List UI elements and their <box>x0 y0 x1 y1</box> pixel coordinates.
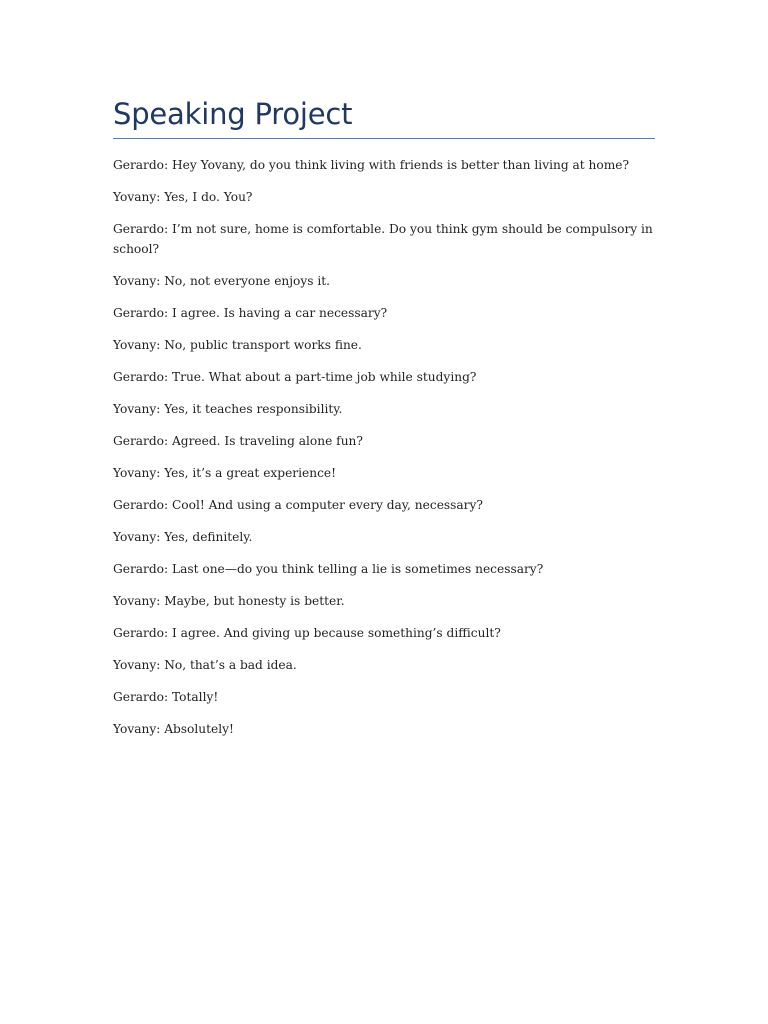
dialogue-line: Gerardo: True. What about a part-time job while studying? <box>113 370 477 384</box>
document-page <box>113 96 655 751</box>
document-title: Speaking Project <box>113 97 353 131</box>
dialogue-line: Yovany: Maybe, but honesty is better. <box>113 594 345 608</box>
dialogue-line: Gerardo: Agreed. Is traveling alone fun? <box>113 434 363 448</box>
dialogue-line: Yovany: Absolutely! <box>113 722 234 736</box>
dialogue-line: Gerardo: I agree. And giving up because something’s difficult? <box>113 626 501 640</box>
dialogue-line: Yovany: No, not everyone enjoys it. <box>113 274 331 288</box>
dialogue-line: Yovany: Yes, definitely. <box>113 530 253 544</box>
dialogue-line: Yovany: No, that’s a bad idea. <box>113 658 297 672</box>
dialogue-line: Gerardo: I’m not sure, home is comfortable. Do you think gym should be compulsory in school? <box>113 222 653 256</box>
dialogue-line: Gerardo: Cool! And using a computer every day, necessary? <box>113 498 483 512</box>
dialogue <box>113 155 655 739</box>
dialogue-line: Yovany: Yes, it’s a great experience! <box>113 466 337 480</box>
dialogue-line: Gerardo: Hey Yovany, do you think living with friends is better than living at home? <box>113 158 630 172</box>
dialogue-line: Yovany: Yes, I do. You? <box>113 190 253 204</box>
dialogue-line: Gerardo: Totally! <box>113 690 219 704</box>
dialogue-line: Yovany: No, public transport works fine. <box>113 338 362 352</box>
dialogue-line: Gerardo: Last one—do you think telling a lie is sometimes necessary? <box>113 562 544 576</box>
dialogue-line: Yovany: Yes, it teaches responsibility. <box>113 402 343 416</box>
title-underline <box>113 138 655 139</box>
dialogue-line: Gerardo: I agree. Is having a car necessary? <box>113 306 388 320</box>
